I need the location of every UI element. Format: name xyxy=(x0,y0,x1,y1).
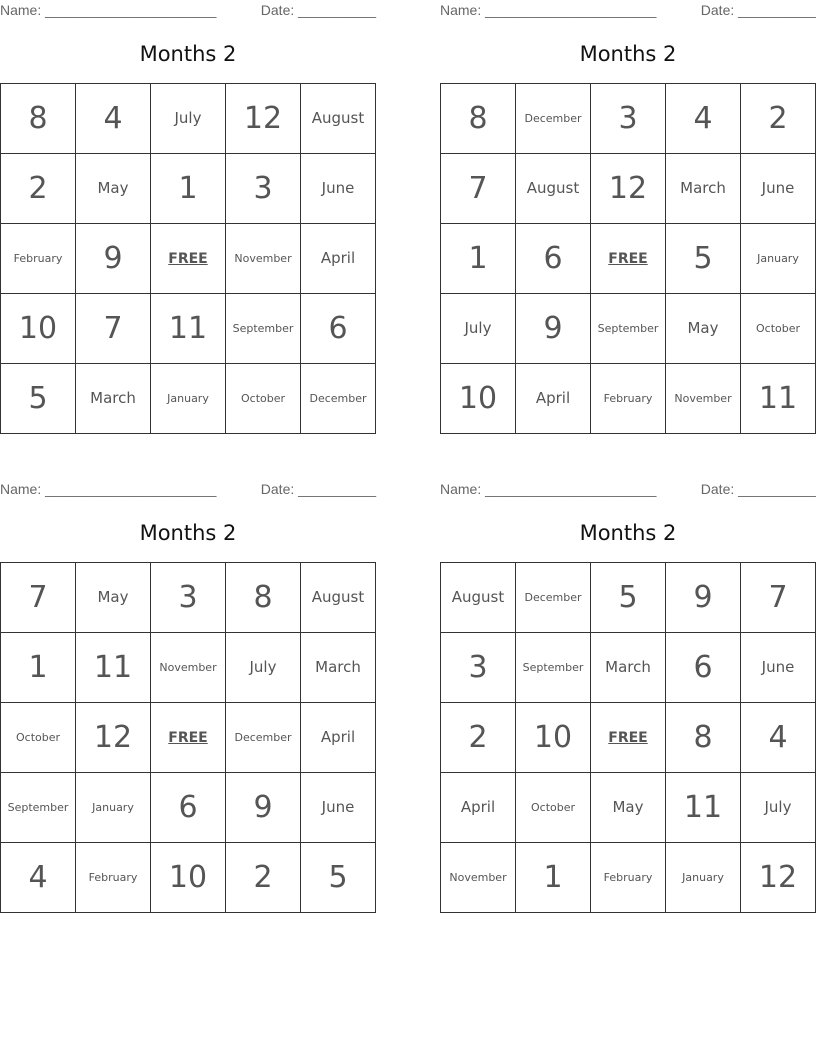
grid-row xyxy=(1,154,376,224)
bingo-cell[interactable]: 9 xyxy=(666,563,741,633)
bingo-cell[interactable]: February xyxy=(76,843,151,913)
bingo-cell[interactable]: July xyxy=(151,84,226,154)
grid-row xyxy=(1,843,376,913)
bingo-cell[interactable]: 3 xyxy=(591,84,666,154)
bingo-cell[interactable]: September xyxy=(1,773,76,843)
name-field[interactable]: Name: ______________________ xyxy=(0,481,217,497)
bingo-cell[interactable]: July xyxy=(226,633,301,703)
card-title: Months 2 xyxy=(579,42,677,66)
card-header xyxy=(0,2,376,20)
bingo-cell[interactable]: November xyxy=(441,843,516,913)
free-space-cell[interactable]: FREE xyxy=(591,224,666,294)
grid-row xyxy=(441,843,816,913)
bingo-cell[interactable]: April xyxy=(516,364,591,434)
grid-row xyxy=(1,84,376,154)
bingo-cell[interactable]: October xyxy=(516,773,591,843)
bingo-cell[interactable]: 10 xyxy=(151,843,226,913)
bingo-cell[interactable]: 5 xyxy=(1,364,76,434)
bingo-cell[interactable]: 7 xyxy=(1,563,76,633)
date-field[interactable]: Date: __________ xyxy=(700,481,816,497)
bingo-cell[interactable]: 12 xyxy=(591,154,666,224)
bingo-cell[interactable]: 6 xyxy=(666,633,741,703)
bingo-cell[interactable]: 1 xyxy=(1,633,76,703)
grid-row xyxy=(441,84,816,154)
bingo-cell[interactable]: November xyxy=(226,224,301,294)
bingo-cell[interactable]: 10 xyxy=(516,703,591,773)
grid-row xyxy=(441,154,816,224)
bingo-cell[interactable]: 8 xyxy=(441,84,516,154)
bingo-cell[interactable]: 12 xyxy=(226,84,301,154)
grid-row xyxy=(1,773,376,843)
bingo-cell[interactable]: August xyxy=(301,563,376,633)
bingo-cell[interactable]: May xyxy=(76,563,151,633)
bingo-cell[interactable]: 11 xyxy=(666,773,741,843)
bingo-cell[interactable]: November xyxy=(151,633,226,703)
bingo-cell[interactable]: August xyxy=(516,154,591,224)
bingo-grid xyxy=(440,562,816,913)
bingo-cell[interactable]: January xyxy=(666,843,741,913)
bingo-cell[interactable]: June xyxy=(741,633,816,703)
bingo-cell[interactable]: July xyxy=(741,773,816,843)
bingo-cell[interactable]: June xyxy=(301,773,376,843)
bingo-cell[interactable]: October xyxy=(1,703,76,773)
bingo-cell[interactable]: 5 xyxy=(591,563,666,633)
bingo-cell[interactable]: 9 xyxy=(516,294,591,364)
bingo-card-3 xyxy=(0,479,376,915)
bingo-cell[interactable]: September xyxy=(226,294,301,364)
name-field[interactable]: Name: ______________________ xyxy=(440,2,657,18)
bingo-cell[interactable]: 4 xyxy=(666,84,741,154)
bingo-cell[interactable]: 1 xyxy=(441,224,516,294)
bingo-cell[interactable]: November xyxy=(666,364,741,434)
bingo-cell[interactable]: 12 xyxy=(741,843,816,913)
bingo-cell[interactable]: 3 xyxy=(441,633,516,703)
bingo-cell[interactable]: May xyxy=(591,773,666,843)
grid-row xyxy=(1,224,376,294)
bingo-cell[interactable]: October xyxy=(741,294,816,364)
bingo-cell[interactable]: April xyxy=(301,703,376,773)
free-space-cell[interactable]: FREE xyxy=(151,703,226,773)
bingo-cell[interactable]: 11 xyxy=(151,294,226,364)
bingo-cell[interactable]: August xyxy=(441,563,516,633)
bingo-grid xyxy=(0,562,376,913)
bingo-cell[interactable]: 4 xyxy=(741,703,816,773)
date-field[interactable]: Date: __________ xyxy=(700,2,816,18)
bingo-cell[interactable]: 2 xyxy=(741,84,816,154)
date-field[interactable]: Date: __________ xyxy=(260,481,376,497)
bingo-cell[interactable]: 6 xyxy=(151,773,226,843)
bingo-cell[interactable]: 3 xyxy=(226,154,301,224)
bingo-cell[interactable]: March xyxy=(591,633,666,703)
bingo-cell[interactable]: 3 xyxy=(151,563,226,633)
bingo-cell[interactable]: April xyxy=(301,224,376,294)
bingo-cell[interactable]: 7 xyxy=(76,294,151,364)
card-header xyxy=(440,481,816,499)
grid-row xyxy=(441,294,816,364)
bingo-cell[interactable]: 2 xyxy=(226,843,301,913)
free-space-cell[interactable]: FREE xyxy=(151,224,226,294)
bingo-cell[interactable]: December xyxy=(226,703,301,773)
bingo-cell[interactable]: February xyxy=(591,843,666,913)
bingo-cell[interactable]: 9 xyxy=(226,773,301,843)
bingo-cell[interactable]: July xyxy=(441,294,516,364)
bingo-cell[interactable]: 2 xyxy=(1,154,76,224)
bingo-card-1 xyxy=(0,0,376,436)
bingo-cell[interactable]: 2 xyxy=(441,703,516,773)
grid-row xyxy=(1,364,376,434)
bingo-cell[interactable]: 10 xyxy=(1,294,76,364)
bingo-grid xyxy=(0,83,376,434)
bingo-cell[interactable]: March xyxy=(301,633,376,703)
card-title: Months 2 xyxy=(139,521,237,545)
bingo-cell[interactable]: 5 xyxy=(666,224,741,294)
name-field[interactable]: Name: ______________________ xyxy=(0,2,217,18)
bingo-cell[interactable]: September xyxy=(591,294,666,364)
grid-row xyxy=(1,703,376,773)
bingo-cell[interactable]: 6 xyxy=(301,294,376,364)
grid-row xyxy=(1,294,376,364)
card-header xyxy=(0,481,376,499)
bingo-cell[interactable]: February xyxy=(1,224,76,294)
bingo-cell[interactable]: 5 xyxy=(301,843,376,913)
grid-row xyxy=(1,633,376,703)
bingo-cell[interactable]: September xyxy=(516,633,591,703)
grid-row xyxy=(441,703,816,773)
grid-row xyxy=(441,563,816,633)
bingo-cell[interactable]: 7 xyxy=(741,563,816,633)
date-field[interactable]: Date: __________ xyxy=(260,2,376,18)
card-title: Months 2 xyxy=(579,521,677,545)
bingo-cell[interactable]: May xyxy=(76,154,151,224)
bingo-cell[interactable]: December xyxy=(301,364,376,434)
bingo-cell[interactable]: 11 xyxy=(76,633,151,703)
grid-row xyxy=(441,224,816,294)
bingo-cell[interactable]: March xyxy=(666,154,741,224)
grid-row xyxy=(441,364,816,434)
bingo-cell[interactable]: 6 xyxy=(516,224,591,294)
bingo-cell[interactable]: 1 xyxy=(516,843,591,913)
bingo-card-4 xyxy=(440,479,816,915)
bingo-cell[interactable]: December xyxy=(516,563,591,633)
name-field[interactable]: Name: ______________________ xyxy=(440,481,657,497)
bingo-cell[interactable]: January xyxy=(741,224,816,294)
bingo-cell[interactable]: 10 xyxy=(441,364,516,434)
bingo-cell[interactable]: June xyxy=(301,154,376,224)
bingo-cell[interactable]: May xyxy=(666,294,741,364)
bingo-cell[interactable]: 11 xyxy=(741,364,816,434)
bingo-cell[interactable]: 4 xyxy=(1,843,76,913)
bingo-cell[interactable]: 4 xyxy=(76,84,151,154)
card-header xyxy=(440,2,816,20)
bingo-cell[interactable]: 8 xyxy=(226,563,301,633)
bingo-cell[interactable]: 8 xyxy=(1,84,76,154)
bingo-cell[interactable]: 1 xyxy=(151,154,226,224)
bingo-cell[interactable]: January xyxy=(76,773,151,843)
bingo-cell[interactable]: 7 xyxy=(441,154,516,224)
bingo-cell[interactable]: August xyxy=(301,84,376,154)
bingo-card-2 xyxy=(440,0,816,436)
bingo-cell[interactable]: 9 xyxy=(76,224,151,294)
bingo-cell[interactable]: April xyxy=(441,773,516,843)
bingo-cell[interactable]: 12 xyxy=(76,703,151,773)
grid-row xyxy=(1,563,376,633)
free-space-cell[interactable]: FREE xyxy=(591,703,666,773)
bingo-cell[interactable]: January xyxy=(151,364,226,434)
bingo-grid xyxy=(440,83,816,434)
bingo-cell[interactable]: March xyxy=(76,364,151,434)
grid-row xyxy=(441,773,816,843)
bingo-cell[interactable]: October xyxy=(226,364,301,434)
bingo-cell[interactable]: February xyxy=(591,364,666,434)
card-title: Months 2 xyxy=(139,42,237,66)
bingo-cell[interactable]: 8 xyxy=(666,703,741,773)
bingo-cell[interactable]: December xyxy=(516,84,591,154)
grid-row xyxy=(441,633,816,703)
bingo-cell[interactable]: June xyxy=(741,154,816,224)
